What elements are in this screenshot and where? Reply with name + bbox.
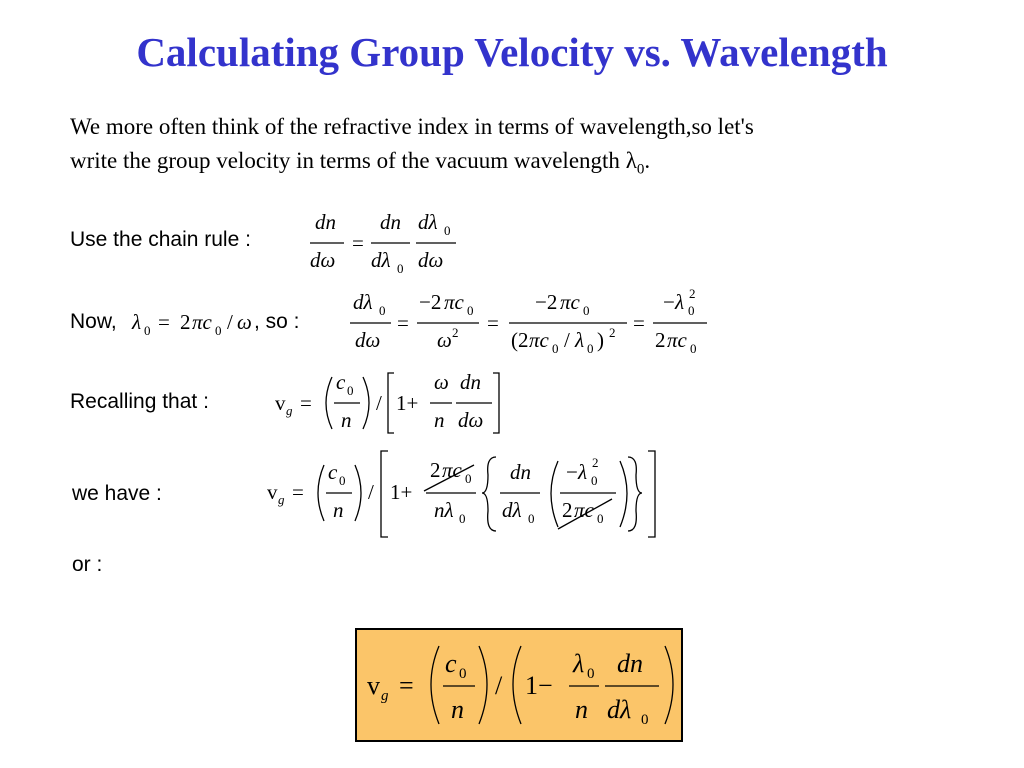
svg-text:2: 2 — [562, 498, 573, 522]
svg-text:=: = — [397, 311, 409, 335]
svg-text:0: 0 — [552, 341, 559, 356]
lambda-subscript: 0 — [636, 161, 645, 178]
svg-text:c: c — [445, 649, 457, 678]
svg-text:λ: λ — [578, 460, 588, 484]
svg-text:0: 0 — [587, 341, 594, 356]
svg-text:c: c — [328, 460, 338, 484]
svg-text:πc: πc — [574, 498, 594, 522]
svg-text:λ: λ — [575, 328, 585, 352]
svg-text:2: 2 — [452, 325, 459, 340]
we-have-label: we have : — [72, 482, 162, 505]
svg-text:0: 0 — [459, 666, 467, 682]
svg-text:0: 0 — [215, 323, 222, 338]
svg-text:n: n — [575, 695, 588, 724]
svg-text:0: 0 — [690, 341, 697, 356]
group-velocity-omega-equation — [270, 365, 510, 440]
svg-text:2: 2 — [609, 325, 616, 340]
svg-text:dλ: dλ — [607, 695, 632, 724]
svg-text:2: 2 — [180, 310, 191, 334]
svg-text:0: 0 — [597, 511, 604, 526]
now-word: Now, — [70, 310, 117, 333]
svg-text:dλ: dλ — [353, 290, 373, 314]
svg-text:dn: dn — [617, 649, 643, 678]
svg-text:1+: 1+ — [396, 391, 419, 415]
svg-text:g: g — [278, 492, 285, 507]
svg-text:dn: dn — [510, 460, 531, 484]
recalling-label: Recalling that : — [70, 390, 209, 413]
svg-text:g: g — [381, 688, 389, 704]
chain-rule-label: Use the chain rule : — [70, 228, 251, 251]
svg-text:0: 0 — [528, 511, 535, 526]
svg-text:dn: dn — [460, 370, 481, 394]
svg-text:dn: dn — [315, 210, 336, 234]
svg-text:1+: 1+ — [390, 480, 413, 504]
svg-text:dω: dω — [355, 328, 381, 352]
svg-text:=: = — [633, 311, 645, 335]
svg-text:ω: ω — [437, 328, 452, 352]
svg-text:=: = — [487, 311, 499, 335]
svg-text:0: 0 — [465, 471, 472, 486]
substitution-equation — [262, 447, 662, 542]
svg-text:πc: πc — [192, 310, 212, 334]
intro-period: . — [644, 148, 651, 173]
svg-text:n: n — [434, 408, 445, 432]
svg-text:/: / — [376, 391, 382, 415]
svg-text:πc: πc — [529, 328, 549, 352]
svg-text:0: 0 — [641, 712, 649, 728]
svg-text:/: / — [368, 480, 374, 504]
svg-text:dω: dω — [310, 248, 336, 272]
svg-text:g: g — [286, 403, 293, 418]
svg-text:πc: πc — [442, 458, 462, 482]
svg-text:1−: 1− — [525, 671, 553, 700]
svg-text:0: 0 — [583, 303, 590, 318]
svg-text:2: 2 — [655, 328, 666, 352]
svg-text:=: = — [399, 671, 414, 700]
svg-text:dλ: dλ — [418, 210, 438, 234]
svg-text:ω: ω — [237, 310, 252, 334]
svg-text:): ) — [597, 328, 604, 352]
slide-title: Calculating Group Velocity vs. Wavelength — [136, 29, 888, 75]
svg-text:=: = — [292, 480, 304, 504]
svg-text:v: v — [267, 480, 278, 504]
svg-text:−2: −2 — [419, 290, 442, 314]
svg-text:nλ: nλ — [434, 498, 454, 522]
svg-text:0: 0 — [591, 473, 598, 488]
svg-text:v: v — [367, 671, 380, 700]
svg-text:−2: −2 — [535, 290, 558, 314]
svg-text:dn: dn — [380, 210, 401, 234]
svg-text:0: 0 — [379, 303, 386, 318]
svg-text:0: 0 — [144, 323, 151, 338]
svg-text:λ: λ — [675, 290, 685, 314]
svg-text:dλ: dλ — [371, 248, 391, 272]
svg-text:dλ: dλ — [502, 498, 522, 522]
svg-text:c: c — [336, 370, 346, 394]
svg-text:λ: λ — [573, 649, 585, 678]
svg-text:/: / — [227, 310, 233, 334]
svg-text:n: n — [341, 408, 352, 432]
svg-text:0: 0 — [467, 303, 474, 318]
svg-text:=: = — [300, 391, 312, 415]
svg-text:(2: (2 — [511, 328, 529, 352]
svg-text:0: 0 — [397, 261, 404, 276]
svg-text:−: − — [663, 290, 675, 314]
svg-text:2: 2 — [689, 286, 696, 301]
svg-text:=: = — [352, 231, 364, 255]
svg-text:πc: πc — [444, 290, 464, 314]
intro-line-2: write the group velocity in terms of the vacuum wavelength — [70, 148, 626, 173]
svg-text:0: 0 — [444, 223, 451, 238]
dlambda-domega-equation — [345, 285, 725, 360]
or-label: or : — [72, 553, 103, 576]
svg-text:0: 0 — [459, 511, 466, 526]
intro-text — [70, 110, 970, 187]
svg-text:λ: λ — [132, 310, 142, 334]
svg-text:0: 0 — [688, 303, 695, 318]
svg-text:n: n — [333, 498, 344, 522]
svg-text:dω: dω — [418, 248, 444, 272]
svg-text:−: − — [566, 460, 578, 484]
intro-line-1: We more often think of the refractive index in terms of wavelength,so let's — [70, 114, 754, 139]
svg-text:/: / — [495, 671, 503, 700]
svg-text:0: 0 — [587, 666, 595, 682]
so-label: , so : — [254, 310, 300, 333]
svg-text:dω: dω — [458, 408, 484, 432]
now-label — [70, 310, 117, 334]
svg-text:0: 0 — [347, 383, 354, 398]
svg-text:ω: ω — [434, 370, 449, 394]
svg-text:n: n — [451, 695, 464, 724]
svg-text:πc: πc — [667, 328, 687, 352]
group-velocity-wavelength-result — [355, 628, 683, 742]
svg-text:2: 2 — [592, 455, 599, 470]
svg-text:πc: πc — [560, 290, 580, 314]
chain-rule-equation — [300, 205, 470, 280]
svg-text:/: / — [564, 328, 570, 352]
svg-text:v: v — [275, 391, 286, 415]
lambda-symbol: λ — [625, 148, 637, 173]
svg-text:0: 0 — [339, 473, 346, 488]
svg-text:2: 2 — [430, 458, 441, 482]
svg-text:=: = — [158, 310, 170, 334]
